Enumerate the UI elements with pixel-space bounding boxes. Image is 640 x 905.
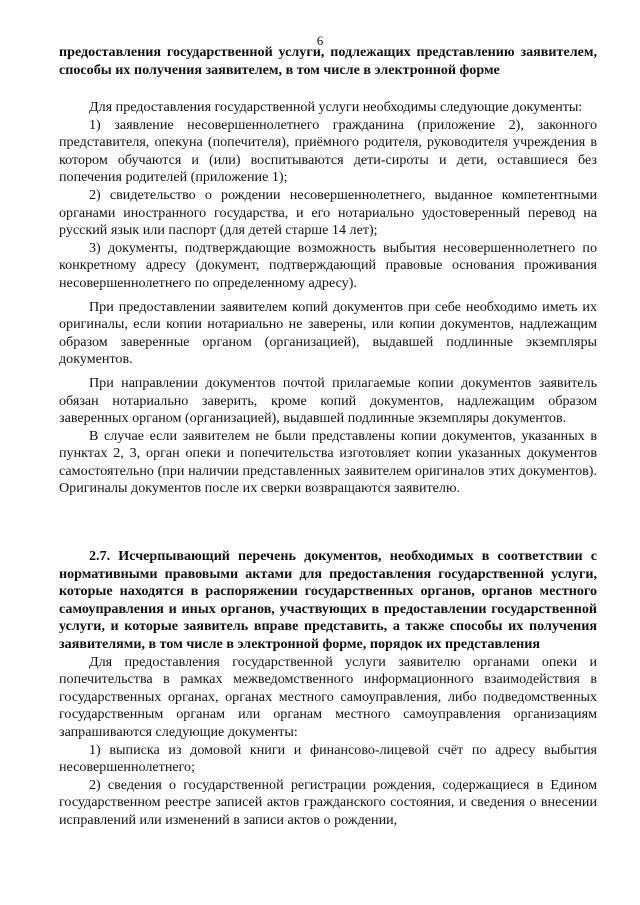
list-item: 3) документы, подтверждающие возможность выбытия несовершеннолетнего по конкретному адресу (документ, подтверждающий правовые основания проживания несовершеннолетнего по определенному адресу). [59,239,597,291]
section-2-7 [59,548,597,830]
section-heading-continuation: предоставления государственной услуги, подлежащих представлению заявителем, способы их получения заявителем, в том числе в электронной форме [59,44,597,78]
paragraph: Для предоставления государственной услуги заявителю органами опеки и попечительства в рамках межведомственного информационного взаимодействия в государственных органах, органах местного самоуправления, либо подведомственных государственным органам или органам местного самоуправления организациям запрашиваются следующие документы: [59,653,597,740]
paragraph: При направлении документов почтой прилагаемые копии документов заявитель обязан нотариально заверить, кроме копий документов, надлежащим образом заверенных органом (организацией), выдавшей подлинные экземпляры документов. [59,374,597,427]
list-item: 1) заявление несовершеннолетнего гражданина (приложение 2), законного представителя, опекуна (попечителя), приёмного родителя, руководителя учреждения в котором обучаются и (или) воспитываются дети-сироты и дети, оставшиеся без попечения родителей (приложение 1); [59,116,597,186]
page-number: 6 [316,33,324,48]
list-item: 2) сведения о государственной регистрации рождения, содержащиеся в Едином государственном реестре записей актов гражданского состояния, и сведения о внесении исправлений или изменений в записи актов о рождении, [59,776,597,828]
paragraph: В случае если заявителем не были представлены копии документов, указанных в пунктах 2, 3, орган опеки и попечительства изготовляет копии указанных документов самостоятельно (при наличии представленных заявителем оригиналов этих документов). Оригиналы документов после их сверки возвращаются заявителю. [59,427,597,497]
section-heading: 2.7. Исчерпывающий перечень документов, необходимых в соответствии с нормативными правовыми актами для предоставления государственной услуги, которые находятся в распоряжении государственных органов, органов местного самоуправления и иных органов, участвующих в предоставлении государственной услуги, и которые заявитель вправе представить, а также способы их получения заявителями, в том числе в электронной форме, порядок их представления [59,548,597,652]
list-item: 1) выписка из домовой книги и финансово-лицевой счёт по адресу выбытия несовершеннолетнего; [59,741,597,776]
paragraph: Для предоставления государственной услуги необходимы следующие документы: [89,99,583,115]
body-text-top [59,99,597,498]
paragraph: При предоставлении заявителем копий документов при себе необходимо иметь их оригиналы, если копии нотариально не заверены, или копии документов, надлежащим образом заверенные органом (организацией), выдавшей подлинные экземпляры документов. [59,298,597,368]
list-item: 2) свидетельство о рождении несовершеннолетнего, выданное компетентными органами иностранного государства, и его нотариально удостоверенный перевод на русский язык или паспорт (для детей старше 14 лет); [59,186,597,239]
